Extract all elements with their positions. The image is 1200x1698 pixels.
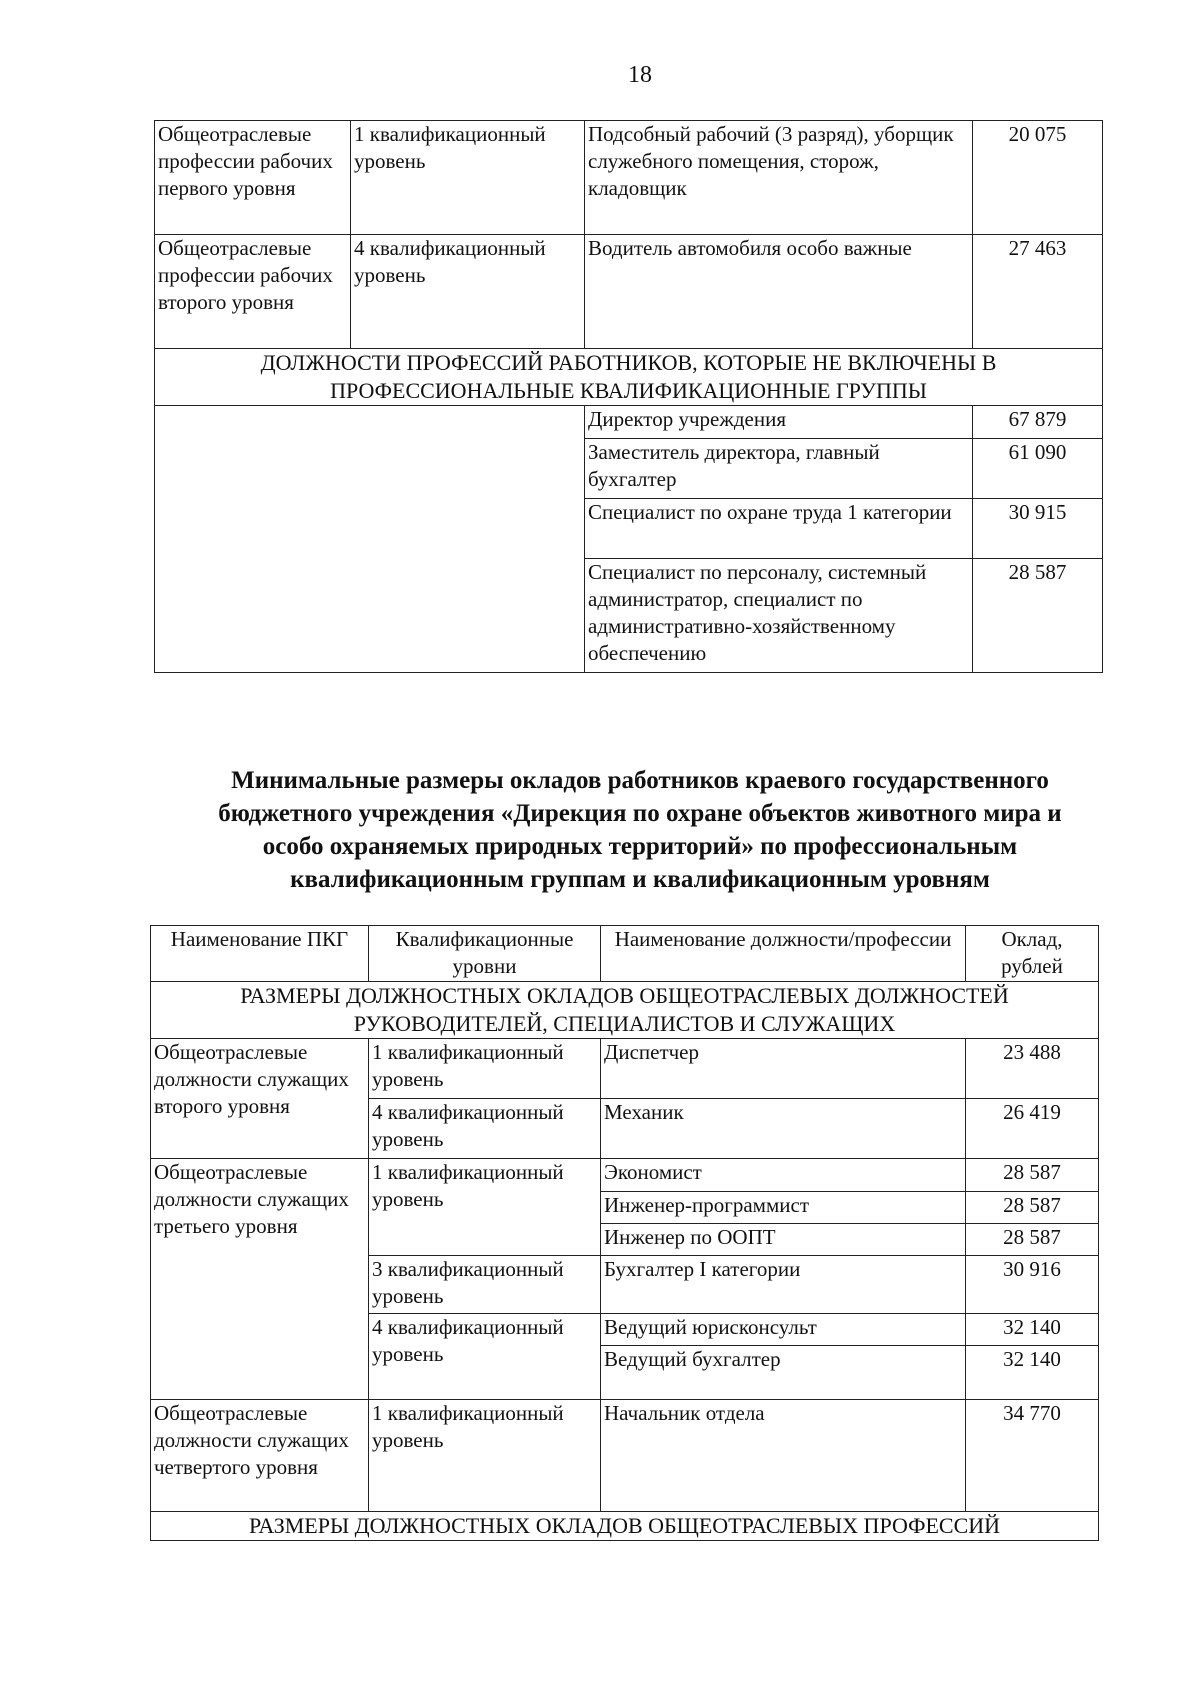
salary-cell: 20 075 — [973, 121, 1103, 235]
position-cell: Ведущий бухгалтер — [601, 1346, 966, 1400]
empty-cell — [155, 406, 585, 673]
table-row — [155, 406, 1103, 439]
level-cell: 1 квалификационный уровень — [369, 1400, 601, 1512]
position-cell: Водитель автомобиля особо важные — [585, 235, 973, 349]
heading-line: Минимальные размеры окладов работников краевого государственного — [231, 767, 1049, 794]
level-cell: 4 квалификационный уровень — [369, 1314, 601, 1400]
salary-cell: 30 916 — [966, 1256, 1099, 1314]
position-cell: Механик — [601, 1099, 966, 1159]
level-cell: 4 квалификационный уровень — [369, 1099, 601, 1159]
salary-cell: 28 587 — [966, 1192, 1099, 1224]
group-cell: Общеотраслевые профессии рабочих второго уровня — [155, 235, 351, 349]
table-row — [155, 235, 1103, 349]
salary-cell: 28 587 — [973, 559, 1103, 673]
heading-line: бюджетного учреждения «Дирекция по охране объектов животного мира и — [218, 800, 1062, 827]
salary-cell: 23 488 — [966, 1039, 1099, 1099]
group-cell: Общеотраслевые должности служащих третьего уровня — [151, 1159, 369, 1400]
position-cell: Инженер по ООПТ — [601, 1224, 966, 1256]
level-cell: 1 квалификационный уровень — [369, 1159, 601, 1256]
position-cell: Бухгалтер I категории — [601, 1256, 966, 1314]
level-cell: 1 квалификационный уровень — [369, 1039, 601, 1099]
section-title: РАЗМЕРЫ ДОЛЖНОСТНЫХ ОКЛАДОВ ОБЩЕОТРАСЛЕВЫХ ПРОФЕССИЙ — [151, 1512, 1099, 1541]
position-cell: Ведущий юрисконсульт — [601, 1314, 966, 1346]
level-cell: 1 квалификационный уровень — [351, 121, 585, 235]
table-row — [151, 1159, 1099, 1192]
salary-cell: 32 140 — [966, 1346, 1099, 1400]
salary-table — [150, 925, 1099, 1541]
header-salary: Оклад, рублей — [966, 926, 1099, 982]
page-number: 18 — [628, 62, 652, 88]
salary-cell: 32 140 — [966, 1314, 1099, 1346]
section-row — [155, 349, 1103, 406]
salary-cell: 27 463 — [973, 235, 1103, 349]
header-level: Квалификационные уровни — [369, 926, 601, 982]
position-cell: Специалист по персоналу, системный администратор, специалист по административно-хозяйственному обеспечению — [585, 559, 973, 673]
position-cell: Специалист по охране труда 1 категории — [585, 499, 973, 559]
salary-cell: 28 587 — [966, 1159, 1099, 1192]
position-cell: Начальник отдела — [601, 1400, 966, 1512]
heading-line: квалификационным группам и квалификационным уровням — [290, 866, 990, 893]
position-cell: Инженер-программист — [601, 1192, 966, 1224]
salary-cell: 28 587 — [966, 1224, 1099, 1256]
table-row — [155, 121, 1103, 235]
salary-table-continuation — [154, 120, 1103, 673]
heading-line: особо охраняемых природных территорий» по профессиональным — [262, 833, 1018, 860]
section-title: РАЗМЕРЫ ДОЛЖНОСТНЫХ ОКЛАДОВ ОБЩЕОТРАСЛЕВЫХ ДОЛЖНОСТЕЙ РУКОВОДИТЕЛЕЙ, СПЕЦИАЛИСТОВ И СЛУЖАЩИХ — [151, 982, 1099, 1039]
level-cell: 3 квалификационный уровень — [369, 1256, 601, 1314]
position-cell: Заместитель директора, главный бухгалтер — [585, 439, 973, 499]
position-cell: Директор учреждения — [585, 406, 973, 439]
position-cell: Подсобный рабочий (3 разряд), уборщик служебного помещения, сторож, кладовщик — [585, 121, 973, 235]
header-row — [151, 926, 1099, 982]
position-cell: Диспетчер — [601, 1039, 966, 1099]
salary-cell: 26 419 — [966, 1099, 1099, 1159]
salary-cell: 67 879 — [973, 406, 1103, 439]
group-cell: Общеотраслевые должности служащих второго уровня — [151, 1039, 369, 1159]
group-cell: Общеотраслевые должности служащих четвертого уровня — [151, 1400, 369, 1512]
salary-cell: 30 915 — [973, 499, 1103, 559]
section-row — [151, 1512, 1099, 1541]
section-row — [151, 982, 1099, 1039]
header-group: Наименование ПКГ — [151, 926, 369, 982]
table-row — [151, 1039, 1099, 1099]
level-cell: 4 квалификационный уровень — [351, 235, 585, 349]
section-heading — [140, 764, 1140, 896]
salary-cell: 61 090 — [973, 439, 1103, 499]
group-cell: Общеотраслевые профессии рабочих первого уровня — [155, 121, 351, 235]
salary-cell: 34 770 — [966, 1400, 1099, 1512]
header-position: Наименование должности/профессии — [601, 926, 966, 982]
position-cell: Экономист — [601, 1159, 966, 1192]
section-title: ДОЛЖНОСТИ ПРОФЕССИЙ РАБОТНИКОВ, КОТОРЫЕ НЕ ВКЛЮЧЕНЫ В ПРОФЕССИОНАЛЬНЫЕ КВАЛИФИКАЦИОННЫЕ ГРУППЫ — [155, 349, 1103, 406]
table-row — [151, 1400, 1099, 1512]
